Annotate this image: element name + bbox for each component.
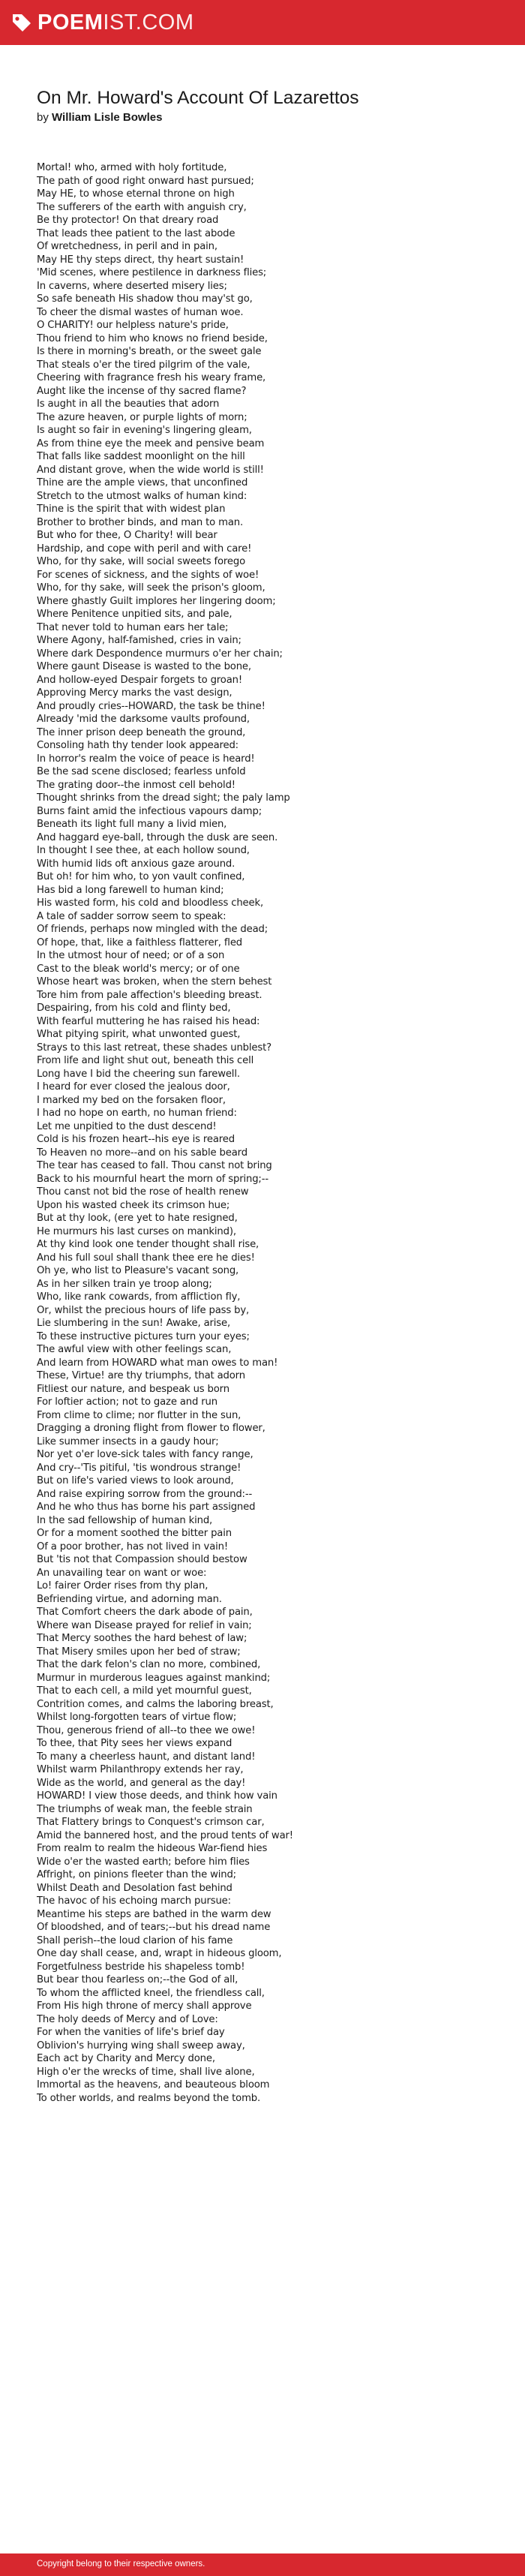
poem-line: In the utmost hour of need; or of a son [37, 950, 225, 961]
poem-line: Approving Mercy marks the vast design, [37, 687, 232, 699]
poem-line: Cheering with fragrance fresh his weary frame, [37, 372, 266, 383]
poem-line: But 'tis not that Compassion should bestow [37, 1554, 248, 1565]
poem-line: That Flattery brings to Conquest's crimson car, [37, 1817, 265, 1828]
poem-line: With humid lids oft anxious gaze around. [37, 858, 236, 870]
poem-line: From realm to realm the hideous War-fiend hies [37, 1843, 268, 1854]
poem-line: He murmurs his last curses on mankind), [37, 1225, 236, 1237]
poem-line: The holy deeds of Mercy and of Love: [37, 2013, 218, 2025]
poem-line: Tore him from pale affection's bleeding breast. [37, 989, 262, 1001]
poem-line: A tale of sadder sorrow seem to speak: [37, 910, 226, 922]
poem-line: Aught like the incense of thy sacred flame? [37, 385, 247, 397]
poem-line: But bear thou fearless on;--the God of all, [37, 1974, 238, 1985]
poem-line: Dragging a droning flight from flower to flower, [37, 1423, 266, 1434]
poem-line: Whilst warm Philanthropy extends her ray, [37, 1764, 244, 1775]
poem-line: Where Agony, half-famished, cries in vain; [37, 635, 242, 646]
poem-line: Be the sad scene disclosed; fearless unfold [37, 766, 246, 777]
poem-line: Is aught so fair in evening's lingering gleam, [37, 425, 252, 436]
poem-line: Thought shrinks from the dread sight; the paly lamp [37, 792, 290, 804]
poem-line: Wide o'er the wasted earth; before him flies [37, 1856, 250, 1868]
poem-line: Burns faint amid the infectious vapours damp; [37, 805, 262, 817]
poem-line: Each act by Charity and Mercy done, [37, 2053, 215, 2064]
poem-line: But oh! for him who, to yon vault confined, [37, 871, 245, 882]
poem-line: From His high throne of mercy shall approve [37, 2000, 252, 2012]
poem-line: That Comfort cheers the dark abode of pain, [37, 1607, 253, 1618]
poem-line: And he who thus has borne his part assigned [37, 1501, 256, 1513]
poem-line: Already 'mid the darksome vaults profound, [37, 714, 250, 725]
poem-line: I marked my bed on the forsaken floor, [37, 1094, 226, 1106]
poem-line: Wide as the world, and general as the day! [37, 1777, 246, 1789]
poem-line: Of hope, that, like a faithless flatterer, fled [37, 936, 243, 948]
poem-line: Who, for thy sake, will seek the prison's gloom, [37, 582, 266, 594]
poem-line: Mortal! who, armed with holy fortitude, [37, 162, 227, 173]
poem-line: For loftier action; not to gaze and run [37, 1396, 218, 1408]
poem-line: But who for thee, O Charity! will bear [37, 530, 218, 541]
poem-line: Thine are the ample views, that unconfined [37, 477, 248, 488]
poem-line: The path of good right onward hast pursued; [37, 175, 254, 187]
poem-line: But on life's varied views to look around, [37, 1475, 234, 1486]
poem-line: And his full soul shall thank thee ere he dies! [37, 1252, 255, 1264]
poem-line: Thine is the spirit that with widest plan [37, 503, 226, 515]
site-logo-link[interactable] [10, 9, 194, 36]
poem-line: Affright, on pinions fleeter than the wind; [37, 1869, 236, 1880]
poem-line: Whilst Death and Desolation fast behind [37, 1882, 232, 1894]
poem-line: Lie slumbering in the sun! Awake, arise, [37, 1318, 231, 1329]
poem-line: Where dark Despondence murmurs o'er her chain; [37, 648, 283, 660]
poem-line: Contrition comes, and calms the laboring breast, [37, 1698, 274, 1710]
poem-line: As from thine eye the meek and pensive beam [37, 437, 265, 449]
poem-line: The triumphs of weak man, the feeble strain [37, 1803, 253, 1815]
poem-line: For scenes of sickness, and the sights of woe! [37, 569, 260, 581]
site-logo-text: POEMIST.COM [38, 10, 194, 35]
poem-line: And proudly cries--HOWARD, the task be thine! [37, 700, 266, 712]
poem-line: Who, for thy sake, will social sweets forego [37, 556, 245, 567]
poem-line: To these instructive pictures turn your eyes; [37, 1330, 250, 1342]
poem-line: Be thy protector! On that dreary road [37, 215, 219, 226]
poem-line: But at thy look, (ere yet to hate resigned, [37, 1213, 238, 1224]
poem-line: Thou, generous friend of all--to thee we owe! [37, 1724, 256, 1736]
poem-line: And cry--'Tis pitiful, 'tis wondrous strange! [37, 1462, 242, 1474]
poem-line: To cheer the dismal wastes of human woe. [37, 306, 244, 318]
poem-line: Where ghastly Guilt implores her lingering doom; [37, 595, 276, 607]
poem-line: Immortal as the heavens, and beauteous bloom [37, 2079, 270, 2091]
poem-line: May HE thy steps direct, thy heart sustain! [37, 254, 244, 266]
poem-line: Or for a moment soothed the bitter pain [37, 1528, 232, 1539]
site-footer [0, 2553, 525, 2576]
poem-line: Back to his mournful heart the morn of spring;-- [37, 1173, 268, 1185]
poem-line: Whilst long-forgotten tears of virtue flow; [37, 1712, 237, 1723]
poem-line: Hardship, and cope with peril and with care! [37, 543, 252, 555]
poem-line: 'Mid scenes, where pestilence in darkness flies; [37, 267, 267, 278]
poem-line: Thou friend to him who knows no friend beside, [37, 332, 268, 344]
poem-line: To Heaven no more--and on his sable beard [37, 1147, 248, 1159]
site-header [0, 0, 525, 45]
poem-line: That Misery smiles upon her bed of straw; [37, 1646, 241, 1658]
poem-line: Consoling hath thy tender look appeared: [37, 740, 238, 751]
poem-line: HOWARD! I view those deeds, and think how vain [37, 1790, 278, 1802]
poem-line: Thou canst not bid the rose of health renew [37, 1186, 249, 1198]
poem-line: That steals o'er the tired pilgrim of the vale, [37, 359, 250, 371]
poem-line: The tear has ceased to fall. Thou canst not bring [37, 1160, 272, 1171]
poem-line: For when the vanities of life's brief day [37, 2027, 225, 2038]
poem-line: Befriending virtue, and adorning man. [37, 1593, 222, 1605]
poem-line: Cast to the bleak world's mercy; or of one [37, 963, 240, 975]
poem-line: Of bloodshed, and of tears;--but his dread name [37, 1922, 271, 1933]
poem-title: On Mr. Howard's Account Of Lazarettos [37, 88, 359, 108]
poem-line: Or, whilst the precious hours of life pass by, [37, 1304, 250, 1316]
poem-line: Whose heart was broken, when the stern behest [37, 976, 272, 987]
poem-line: Is aught in all the beauties that adorn [37, 398, 220, 410]
poem-line: Shall perish--the loud clarion of his fame [37, 1934, 233, 1946]
poem-line: Of friends, perhaps now mingled with the dead; [37, 924, 268, 935]
poem-line: The grating door--the inmost cell behold! [37, 779, 236, 791]
poem-line: And learn from HOWARD what man owes to man! [37, 1357, 278, 1369]
poem-line: Is there in morning's breath, or the sweet gale [37, 346, 262, 357]
poem-line: At thy kind look one tender thought shall rise, [37, 1239, 260, 1250]
poem-line: That Mercy soothes the hard behest of law; [37, 1633, 248, 1644]
poem-line: Stretch to the utmost walks of human kind: [37, 490, 248, 502]
poem-line: These, Virtue! are thy triumphs, that adorn [37, 1370, 245, 1381]
poem-line: Long have I bid the cheering sun farewell. [37, 1068, 240, 1080]
poem-line: And haggard eye-ball, through the dusk are seen. [37, 831, 278, 843]
poem-line: As in her silken train ye troop along; [37, 1278, 212, 1290]
poem-line: In horror's realm the voice of peace is heard! [37, 753, 255, 765]
poem-line: May HE, to whose eternal throne on high [37, 188, 235, 200]
by-label: by [37, 111, 49, 124]
poem-line: His wasted form, his cold and bloodless cheek, [37, 897, 264, 909]
poem-line: Oh ye, who list to Pleasure's vacant song, [37, 1265, 239, 1276]
poem-line: That leads thee patient to the last abode [37, 227, 236, 239]
poem-line: To other worlds, and realms beyond the tomb. [37, 2092, 261, 2104]
poem-line: O CHARITY! our helpless nature's pride, [37, 320, 229, 331]
poem-line: That never told to human ears her tale; [37, 621, 229, 633]
poem-line: So safe beneath His shadow thou may'st go, [37, 293, 253, 305]
poem-line: Like summer insects in a gaudy hour; [37, 1435, 219, 1447]
poem-line: Where wan Disease prayed for relief in vain; [37, 1619, 252, 1631]
poem-line: High o'er the wrecks of time, shall live alone, [37, 2066, 255, 2078]
poem-line: That to each cell, a mild yet mournful guest, [37, 1685, 252, 1697]
poem-line: Fitliest our nature, and bespeak us born [37, 1383, 230, 1395]
poem-line: Brother to brother binds, and man to man. [37, 516, 244, 528]
poem-line: Strays to this last retreat, these shades unblest? [37, 1042, 272, 1054]
poem-line: Has bid a long farewell to human kind; [37, 884, 224, 896]
poem-line: From clime to clime; nor flutter in the sun, [37, 1409, 242, 1421]
poem-line: And raise expiring sorrow from the ground:-- [37, 1488, 253, 1500]
poem-line: What pitying spirit, what unwonted guest, [37, 1029, 241, 1040]
poem-line: That the dark felon's clan no more, combined, [37, 1659, 261, 1670]
poem-line: Oblivion's hurrying wing shall sweep away, [37, 2039, 245, 2051]
poem-line: Forgetfulness bestride his shapeless tomb! [37, 1961, 245, 1973]
poem-line: Beneath its light full many a livid mien, [37, 819, 227, 830]
poem-line: In caverns, where deserted misery lies; [37, 280, 227, 292]
poem-line: Where Penitence unpitied sits, and pale, [37, 609, 232, 620]
poem-line: Amid the bannered host, and the proud tents of war! [37, 1829, 293, 1841]
poem-line: Despairing, from his cold and flinty bed, [37, 1002, 231, 1014]
poem-line: The azure heaven, or purple lights of morn; [37, 411, 248, 423]
author-link[interactable]: William Lisle Bowles [52, 111, 163, 124]
poem-line: Meantime his steps are bathed in the warm dew [37, 1908, 272, 1920]
poem-line: The awful view with other feelings scan, [37, 1344, 232, 1355]
poem-line: The inner prison deep beneath the ground, [37, 726, 246, 738]
poem-line: To thee, that Pity sees her views expand [37, 1738, 232, 1749]
poem-line: The havoc of his echoing march pursue: [37, 1895, 231, 1907]
poem-line: From life and light shut out, beneath this cell [37, 1055, 254, 1066]
poem-line: To whom the afflicted kneel, the friendless call, [37, 1987, 265, 1999]
poem-line: With fearful muttering he has raised his head: [37, 1015, 260, 1027]
poem-line: An unavailing tear on want or woe: [37, 1567, 207, 1579]
poem-line: Cold is his frozen heart--his eye is reared [37, 1134, 235, 1145]
poem-line: That falls like saddest moonlight on the hill [37, 451, 245, 462]
poem-line: And hollow-eyed Despair forgets to groan! [37, 674, 242, 686]
poem-line: In thought I see thee, at each hollow sound, [37, 845, 250, 856]
poem-line: One day shall cease, and, wrapt in hideous gloom, [37, 1948, 282, 1959]
poem-line: Of a poor brother, has not lived in vain! [37, 1540, 228, 1553]
poem-line: Upon his wasted cheek its crimson hue; [37, 1199, 230, 1211]
poem-line: Lo! fairer Order rises from thy plan, [37, 1580, 208, 1592]
poem-line: I had no hope on earth, no human friend: [37, 1108, 237, 1119]
poem-line: And distant grove, when the wide world is still! [37, 464, 264, 476]
poem-line: Where gaunt Disease is wasted to the bone, [37, 661, 251, 672]
poem-body [37, 161, 509, 2105]
poem-line: Who, like rank cowards, from affliction fly, [37, 1291, 241, 1303]
poem-line: I heard for ever closed the jealous door, [37, 1081, 230, 1093]
poem-line: Murmur in murderous leagues against mankind; [37, 1672, 271, 1684]
poem-line: In the sad fellowship of human kind, [37, 1514, 213, 1526]
byline [37, 110, 162, 125]
poem-line: Let me unpitied to the dust descend! [37, 1120, 217, 1132]
copyright-text: Copyright belong to their respective owners. [37, 2559, 206, 2568]
poem-line: The sufferers of the earth with anguish cry, [37, 201, 247, 213]
poem-line: Of wretchedness, in peril and in pain, [37, 241, 218, 252]
tag-logo-icon [10, 11, 33, 34]
poem-line: Nor yet o'er love-sick tales with fancy range, [37, 1449, 254, 1460]
poem-line: To many a cheerless haunt, and distant land! [37, 1751, 256, 1763]
